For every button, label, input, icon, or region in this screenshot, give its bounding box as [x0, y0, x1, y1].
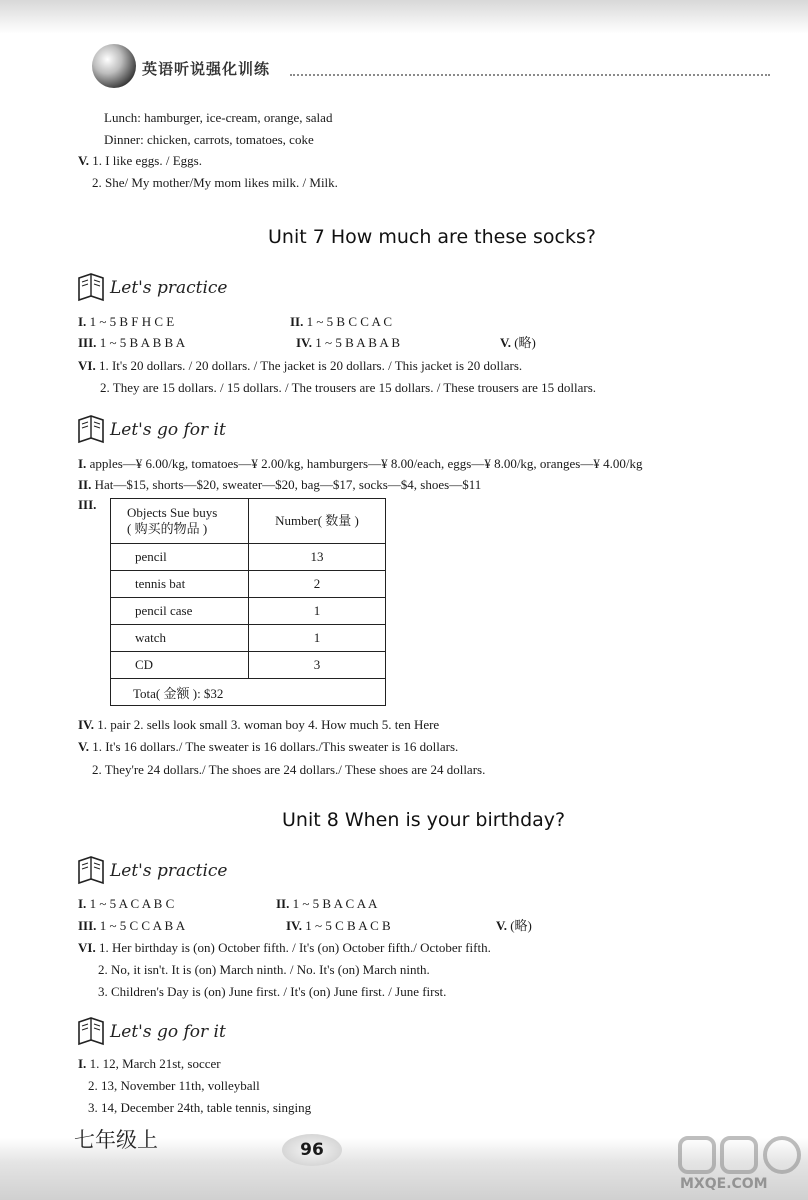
- cell-number: 3: [249, 652, 386, 679]
- u7-goforit-v-2: 2. They're 24 dollars./ The shoes are 24 dollars./ These shoes are 24 dollars.: [92, 762, 486, 777]
- u8-practice-vi-1: [78, 940, 491, 956]
- u8-goforit-i-3: 3. 14, December 24th, table tennis, singing: [88, 1100, 312, 1115]
- section-number: II.: [78, 477, 92, 492]
- section-number: II.: [290, 314, 304, 329]
- watermark-site: MXQE.COM: [680, 1176, 768, 1192]
- table-row: [111, 544, 386, 571]
- book-icon: [76, 853, 106, 887]
- u8-practice-iv: [286, 918, 391, 934]
- answer-text: 1 ~ 5 A C A B C: [89, 896, 175, 911]
- section-number: IV.: [296, 335, 313, 350]
- section-number: IV.: [286, 918, 303, 933]
- cell-item: CD: [111, 652, 249, 679]
- u8-practice-v: [496, 918, 532, 934]
- unit7-title: Unit 7 How much are these socks?: [268, 226, 596, 248]
- cell-number: 2: [249, 571, 386, 598]
- grade-label: 七年级上: [74, 1128, 158, 1152]
- cell-total: Tota( 金额 ): $32: [111, 679, 386, 706]
- u8-goforit-i-2: 2. 13, November 11th, volleyball: [88, 1078, 260, 1093]
- u7-practice-iii: [78, 335, 185, 351]
- answer-text: apples—¥ 6.00/kg, tomatoes—¥ 2.00/kg, hamburgers—¥ 8.00/each, eggs—¥ 8.00/kg, oranges—¥ 4.00/kg: [89, 456, 643, 471]
- section-number: IV.: [78, 717, 95, 732]
- answer-text: 1. It's 16 dollars./ The sweater is 16 dollars./This sweater is 16 dollars.: [92, 739, 459, 754]
- cell-number: 13: [249, 544, 386, 571]
- answer-text: 1 ~ 5 B F H C E: [89, 314, 175, 329]
- u7-practice-v: [500, 335, 536, 351]
- cell-item: pencil case: [111, 598, 249, 625]
- section-number: III.: [78, 918, 97, 933]
- answer-v: [78, 153, 202, 169]
- u7-practice-i: [78, 314, 174, 330]
- page-number: 96: [282, 1134, 342, 1166]
- u8-practice-vi-2: 2. No, it isn't. It is (on) March ninth. / No. It's (on) March ninth.: [98, 962, 430, 977]
- answer-v-2: 2. She/ My mother/My mom likes milk. / Milk.: [92, 175, 338, 190]
- answer-text: 1 ~ 5 B A B B A: [99, 335, 186, 350]
- answer-text: 1. It's 20 dollars. / 20 dollars. / The jacket is 20 dollars. / This jacket is 20 dollars.: [98, 358, 523, 373]
- answer-text: 1 ~ 5 C C A B A: [99, 918, 186, 933]
- answer-text: 1. pair 2. sells look small 3. woman boy 4. How much 5. ten Here: [97, 717, 440, 732]
- table-header-row: [111, 499, 386, 544]
- book-icon: [76, 270, 106, 304]
- answer-text: 1. Her birthday is (on) October fifth. / It's (on) October fifth./ October fifth.: [98, 940, 491, 955]
- u7-practice-iv: [296, 335, 400, 351]
- header-divider: [290, 74, 770, 76]
- section-number: V.: [496, 918, 507, 933]
- section-label: Let's practice: [110, 278, 228, 298]
- section-number: V.: [78, 739, 89, 754]
- u7-practice-ii: [290, 314, 392, 330]
- answer-text: 1. I like eggs. / Eggs.: [92, 153, 202, 168]
- header-number: Number( 数量 ): [249, 499, 386, 544]
- section-number: VI.: [78, 940, 96, 955]
- series-title: 英语听说强化训练: [142, 60, 271, 78]
- dinner-line: Dinner: chicken, carrots, tomatoes, coke: [104, 132, 314, 147]
- u7-goforit-iii: [78, 497, 96, 513]
- answer-text: (略): [510, 918, 532, 933]
- table-total-row: [111, 679, 386, 706]
- u8-practice-iii: [78, 918, 185, 934]
- globe-logo-icon: [92, 44, 136, 88]
- u8-goforit-i-1: [78, 1056, 221, 1072]
- u7-practice-vi-2: 2. They are 15 dollars. / 15 dollars. / The trousers are 15 dollars. / These trousers are 15 dollars.: [100, 380, 597, 395]
- header-objects: [111, 499, 249, 544]
- cell-number: 1: [249, 625, 386, 652]
- u8-practice-i: [78, 896, 174, 912]
- cell-item: tennis bat: [111, 571, 249, 598]
- u7-goforit-v-1: [78, 739, 458, 755]
- header-objects-cn: ( 购买的物品 ): [127, 521, 208, 536]
- u7-goforit-ii: [78, 477, 481, 493]
- cell-item: pencil: [111, 544, 249, 571]
- section-label: Let's go for it: [110, 1022, 226, 1042]
- header-band: [0, 0, 808, 34]
- table-row: [111, 652, 386, 679]
- u7-practice-vi-1: [78, 358, 522, 374]
- cell-number: 1: [249, 598, 386, 625]
- section-number: I.: [78, 456, 87, 471]
- answer-text: Hat—$15, shorts—$20, sweater—$20, bag—$17, socks—$4, shoes—$11: [94, 477, 482, 492]
- table-row: [111, 598, 386, 625]
- table-row: [111, 571, 386, 598]
- section-number: III.: [78, 335, 97, 350]
- answer-text: 1 ~ 5 B A B A B: [315, 335, 400, 350]
- section-number: V.: [78, 153, 89, 168]
- header-objects-en: Objects Sue buys: [127, 505, 218, 520]
- section-number: III.: [78, 497, 97, 512]
- section-label: Let's practice: [110, 861, 228, 881]
- answer-text: 1 ~ 5 B A C A A: [292, 896, 378, 911]
- section-number: II.: [276, 896, 290, 911]
- section-number: I.: [78, 314, 87, 329]
- book-icon: [76, 412, 106, 446]
- answer-text: 1 ~ 5 B C C A C: [306, 314, 393, 329]
- cell-item: watch: [111, 625, 249, 652]
- answer-text: (略): [514, 335, 536, 350]
- answer-text: 1. 12, March 21st, soccer: [89, 1056, 221, 1071]
- section-number: I.: [78, 896, 87, 911]
- u8-practice-ii: [276, 896, 377, 912]
- book-icon: [76, 1014, 106, 1048]
- section-number: I.: [78, 1056, 87, 1071]
- section-number: VI.: [78, 358, 96, 373]
- purchase-table: [110, 498, 386, 706]
- section-number: V.: [500, 335, 511, 350]
- unit8-title: Unit 8 When is your birthday?: [282, 809, 566, 831]
- u7-goforit-i: [78, 456, 642, 472]
- u7-goforit-iv: [78, 717, 439, 733]
- lunch-line: Lunch: hamburger, ice-cream, orange, salad: [104, 110, 333, 125]
- u8-practice-vi-3: 3. Children's Day is (on) June first. / It's (on) June first. / June first.: [98, 984, 447, 999]
- answer-text: 1 ~ 5 C B A C B: [305, 918, 391, 933]
- section-label: Let's go for it: [110, 420, 226, 440]
- table-row: [111, 625, 386, 652]
